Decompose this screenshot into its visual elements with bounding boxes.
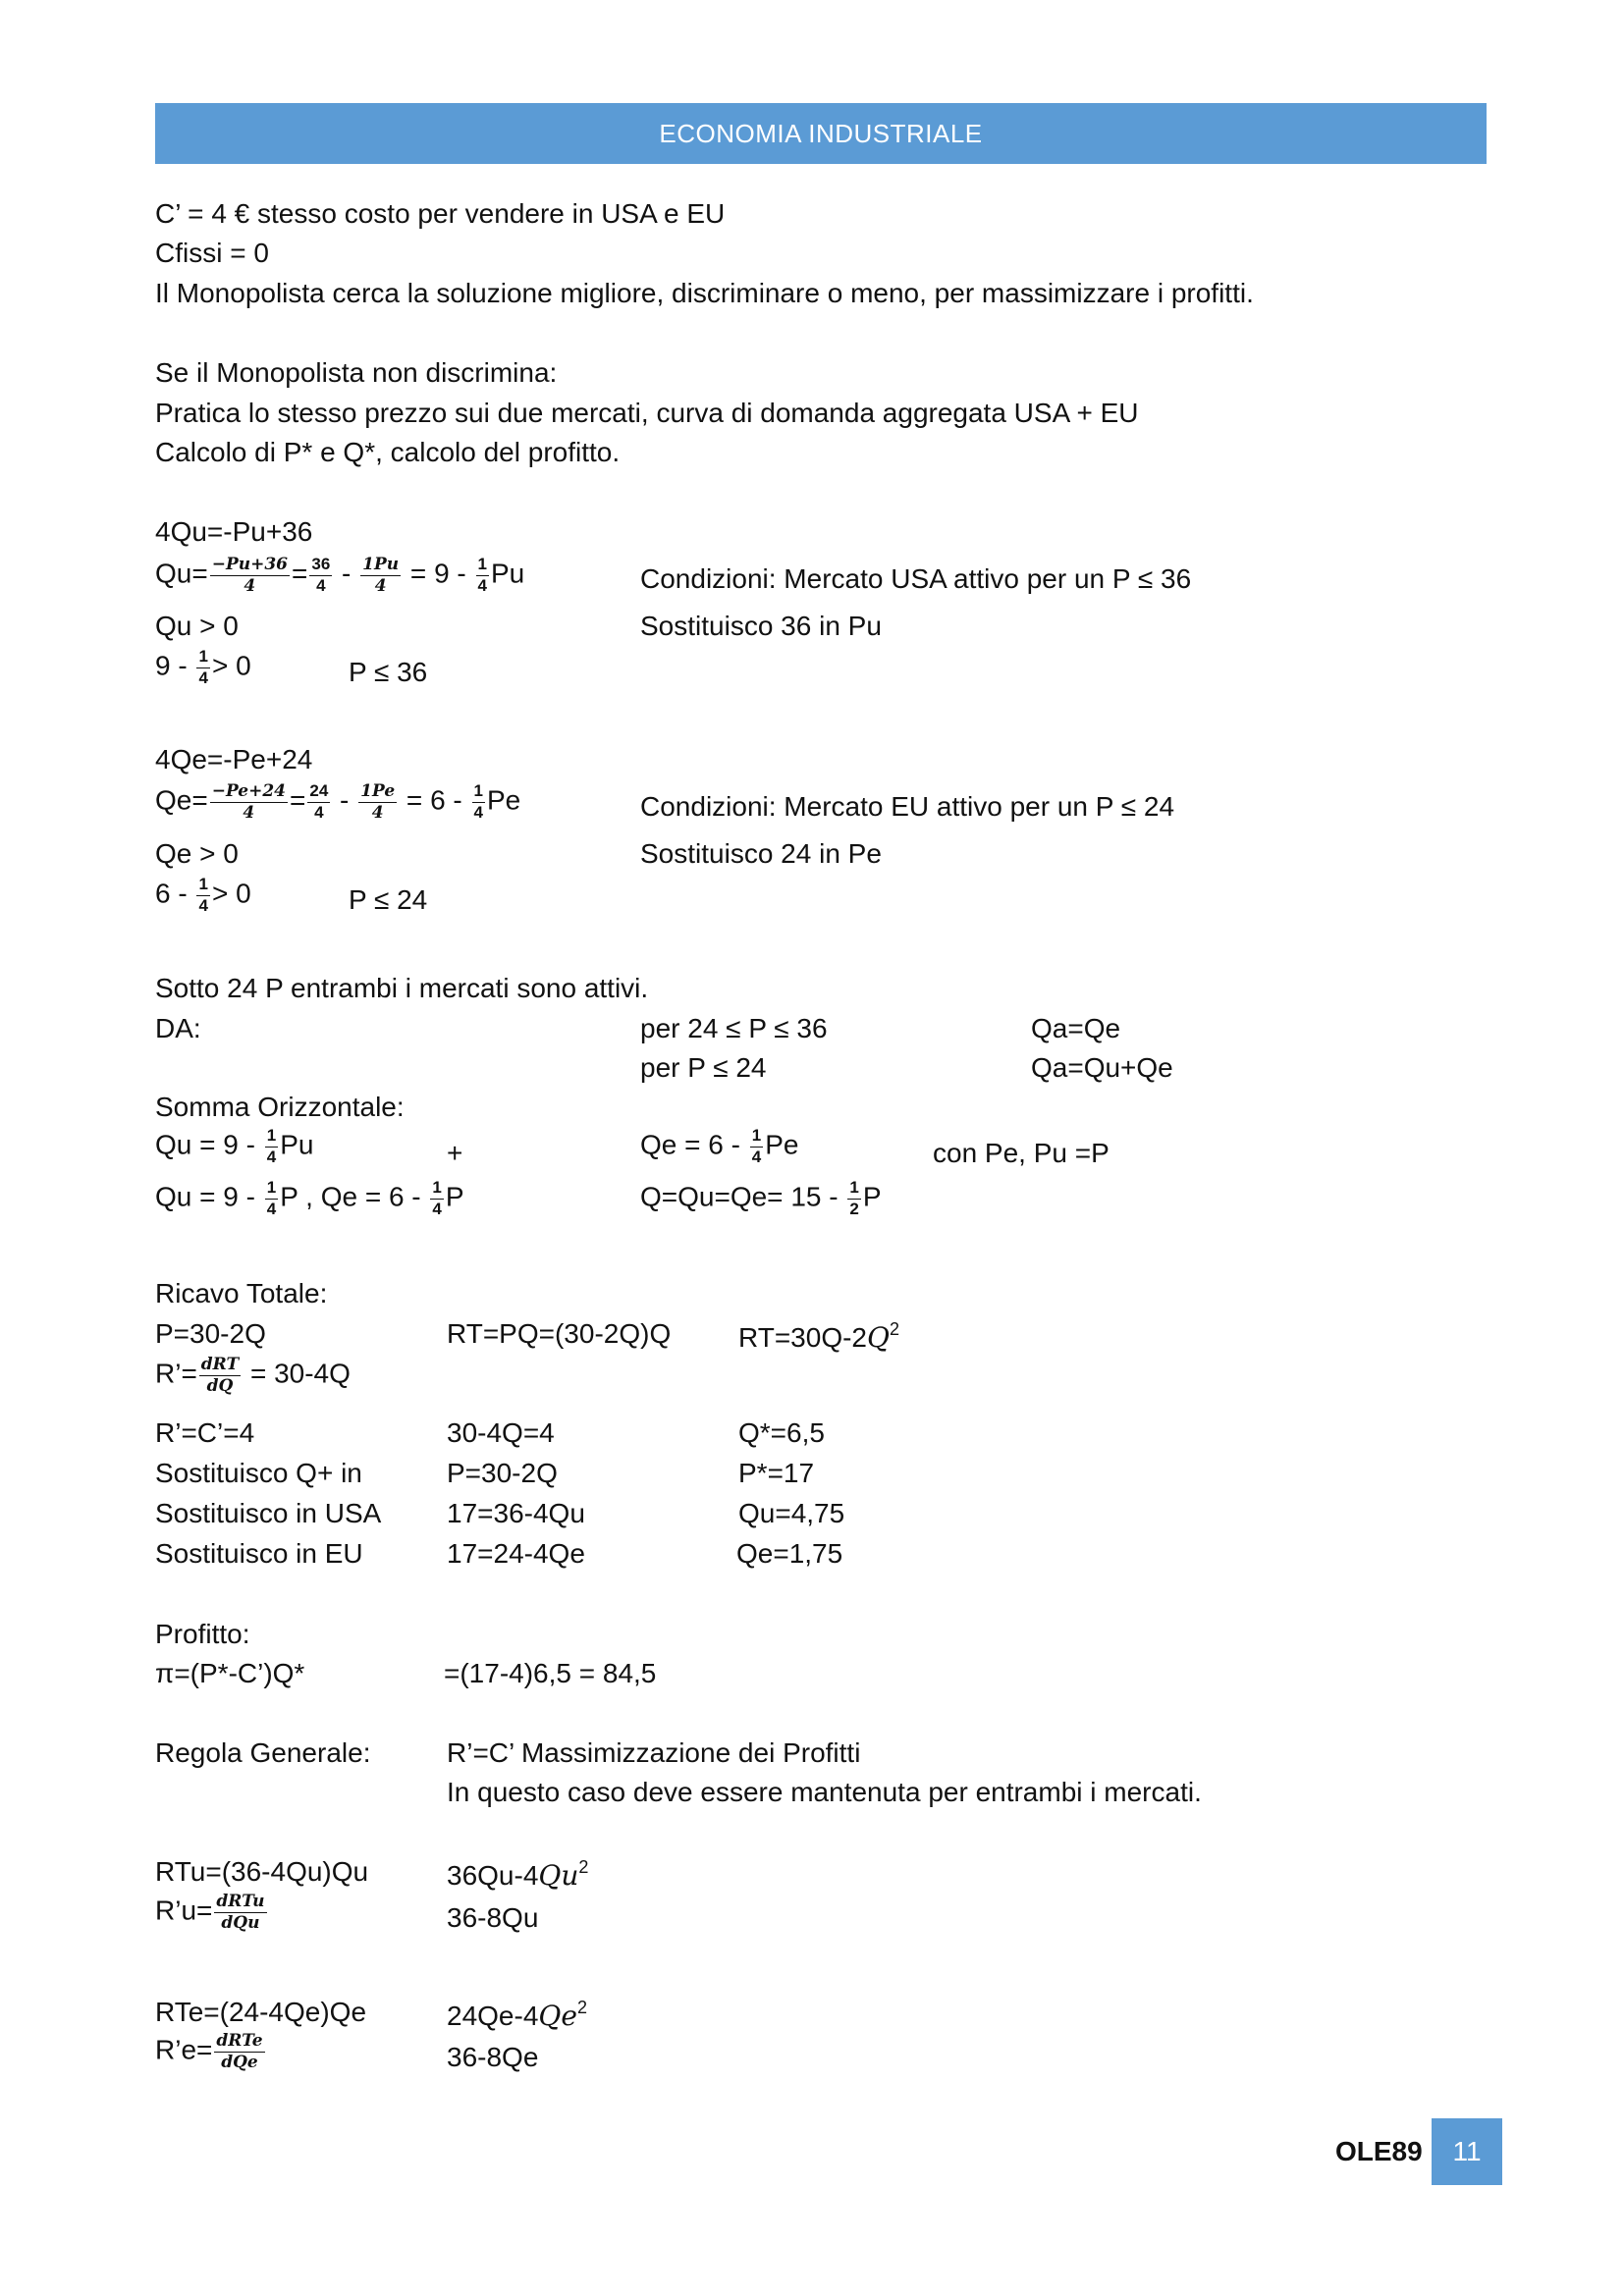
profitto-value: =(17-4)6,5 = 84,5 xyxy=(444,1658,657,1688)
page-number-text: 11 xyxy=(1452,2136,1482,2166)
fraction: $\frac{1}{4}$ xyxy=(477,555,487,595)
aggregate-qa-2: Qa=Qu+Qe xyxy=(1031,1052,1173,1083)
horizontal-sum-title: Somma Orizzontale: xyxy=(155,1092,405,1122)
eu-substitution: Sostituisco 24 in Pe xyxy=(640,838,882,869)
ricavo-rt-1: RT=PQ=(30-2Q)Q xyxy=(447,1318,672,1349)
aggregate-range-1: per 24 ≤ P ≤ 36 xyxy=(640,1013,828,1043)
rtu-expanded: 36Qu-4Qu$^2$ xyxy=(447,1857,589,1892)
eu-qe-derivation: Qe= $\frac{-Pe+24}{4}$ = $\frac{24}{4}$ - $\frac{1Pe}{4}$ = 6 - $\frac{1}{4}$ Pe xyxy=(155,781,521,823)
ricavo-price: P=30-2Q xyxy=(155,1318,266,1349)
ricavo-marginal: R’= $\frac{\text{dRT}}{dQ}$ = 30-4Q xyxy=(155,1355,351,1396)
rte-equation: RTe=(24-4Qe)Qe xyxy=(155,1997,367,2027)
ricavo-title: Ricavo Totale: xyxy=(155,1278,328,1308)
usa-qu-derivation: Qu= $\frac{-Pu+36}{4}$ = $\frac{36}{4}$ - $\frac{1Pu}{4}$ = 9 - $\frac{1}{4}$ Pu xyxy=(155,555,525,596)
fraction: $\frac{\text{dRTe}}{\text{dQe}}$ xyxy=(216,2031,263,2072)
profitto-title: Profitto: xyxy=(155,1619,250,1649)
rte-derivative: R’e= $\frac{\text{dRTe}}{\text{dQe}}$ xyxy=(155,2031,263,2072)
usa-positive: Qu > 0 xyxy=(155,611,239,641)
ricavo-row-4-c: Qe=1,75 xyxy=(736,1538,843,1569)
ricavo-row-2-a: Sostituisco Q+ in xyxy=(155,1458,362,1488)
rtu-equation: RTu=(36-4Qu)Qu xyxy=(155,1856,369,1887)
somma-condition: con Pe, Pu =P xyxy=(933,1138,1110,1168)
aggregate-range-2: per P ≤ 24 xyxy=(640,1052,767,1083)
usa-inequality: 9 - $\frac{1}{4}$ > 0 xyxy=(155,647,251,687)
fraction: $\frac{1}{2}$ xyxy=(849,1178,859,1218)
intro-line-4: Se il Monopolista non discrimina: xyxy=(155,357,558,388)
fraction: $\frac{1}{4}$ xyxy=(198,647,208,687)
fraction: $\frac{1}{4}$ xyxy=(198,875,208,915)
ricavo-row-4-b: 17=24-4Qe xyxy=(447,1538,585,1569)
ricavo-row-2-c: P*=17 xyxy=(738,1458,815,1488)
intro-line-5: Pratica lo stesso prezzo sui due mercati, curva di domanda aggregata USA + EU xyxy=(155,398,1139,428)
fraction: $\frac{\text{dRTu}}{\text{dQu}}$ xyxy=(216,1892,265,1933)
fraction: $\frac{-Pu+36}{4}$ xyxy=(211,555,288,596)
somma-plus: + xyxy=(447,1138,463,1168)
header-banner xyxy=(155,103,1487,164)
ricavo-row-2-b: P=30-2Q xyxy=(447,1458,558,1488)
ricavo-row-4-a: Sostituisco in EU xyxy=(155,1538,363,1569)
ricavo-row-1-b: 30-4Q=4 xyxy=(447,1417,555,1448)
usa-price-limit: P ≤ 36 xyxy=(349,657,428,687)
regola-label: Regola Generale: xyxy=(155,1737,371,1768)
regola-line-1: R’=C’ Massimizzazione dei Profitti xyxy=(447,1737,861,1768)
rtu-derivative: R’u= $\frac{\text{dRTu}}{\text{dQu}}$ xyxy=(155,1892,265,1933)
fraction: $\frac{24}{4}$ xyxy=(309,781,329,822)
intro-line-3: Il Monopolista cerca la soluzione migliore, discriminare o meno, per massimizzare i profitti. xyxy=(155,278,1254,308)
ricavo-row-1-c: Q*=6,5 xyxy=(738,1417,825,1448)
aggregate-demand: Q=Qu=Qe= 15 - $\frac{1}{2}$ P xyxy=(640,1178,882,1218)
somma-substituted: Qu = 9 - $\frac{1}{4}$ P , Qe = 6 - $\frac{1}{4}$ P xyxy=(155,1178,464,1218)
somma-qe: Qe = 6 - $\frac{1}{4}$ Pe xyxy=(640,1126,799,1166)
eu-demand-equation: 4Qe=-Pe+24 xyxy=(155,744,313,774)
usa-condition: Condizioni: Mercato USA attivo per un P ≤ 36 xyxy=(640,563,1192,594)
usa-substitution: Sostituisco 36 in Pu xyxy=(640,611,882,641)
profitto-formula: π=(P*-C’)Q* xyxy=(155,1658,305,1688)
fraction: $\frac{1}{4}$ xyxy=(751,1126,762,1166)
somma-qu: Qu = 9 - $\frac{1}{4}$ Pu xyxy=(155,1126,314,1166)
ricavo-row-1-a: R’=C’=4 xyxy=(155,1417,255,1448)
intro-line-2: Cfissi = 0 xyxy=(155,238,269,268)
ricavo-row-3-b: 17=36-4Qu xyxy=(447,1498,585,1528)
eu-price-limit: P ≤ 24 xyxy=(349,884,428,915)
eu-inequality: 6 - $\frac{1}{4}$ > 0 xyxy=(155,875,251,915)
eu-positive: Qe > 0 xyxy=(155,838,239,869)
rtu-derivative-value: 36-8Qu xyxy=(447,1902,539,1933)
fraction: $\frac{36}{4}$ xyxy=(311,555,331,595)
fraction: $\frac{1}{4}$ xyxy=(266,1126,277,1166)
page-number xyxy=(1432,2118,1502,2185)
ricavo-rt-2: $RT=30Q-2Q^2$ xyxy=(738,1319,899,1354)
intro-line-1: C’ = 4 € stesso costo per vendere in USA e EU xyxy=(155,198,726,229)
footer-author: OLE89 xyxy=(1335,2136,1423,2166)
eu-condition: Condizioni: Mercato EU attivo per un P ≤ 24 xyxy=(640,791,1175,822)
fraction: $\frac{\text{dRT}}{dQ}$ xyxy=(200,1355,240,1396)
aggregate-intro: Sotto 24 P entrambi i mercati sono attivi. xyxy=(155,973,649,1003)
fraction: $\frac{1Pu}{4}$ xyxy=(362,555,400,596)
fraction: $\frac{1}{4}$ xyxy=(473,781,483,822)
fraction: $\frac{1}{4}$ xyxy=(432,1178,442,1218)
aggregate-da: DA: xyxy=(155,1013,201,1043)
aggregate-qa-1: Qa=Qe xyxy=(1031,1013,1121,1043)
usa-demand-equation: 4Qu=-Pu+36 xyxy=(155,516,313,547)
ricavo-row-3-c: Qu=4,75 xyxy=(738,1498,845,1528)
fraction: $\frac{1}{4}$ xyxy=(266,1178,277,1218)
ricavo-row-3-a: Sostituisco in USA xyxy=(155,1498,382,1528)
rte-derivative-value: 36-8Qe xyxy=(447,2042,539,2072)
header-title: ECONOMIA INDUSTRIALE xyxy=(659,118,983,148)
intro-line-6: Calcolo di P* e Q*, calcolo del profitto. xyxy=(155,437,621,467)
fraction: $\frac{-Pe+24}{4}$ xyxy=(211,781,286,823)
fraction: $\frac{1Pe}{4}$ xyxy=(360,781,396,823)
rte-expanded: 24Qe-4Qe$^2$ xyxy=(447,1998,587,2032)
regola-line-2: In questo caso deve essere mantenuta per entrambi i mercati. xyxy=(447,1777,1202,1807)
